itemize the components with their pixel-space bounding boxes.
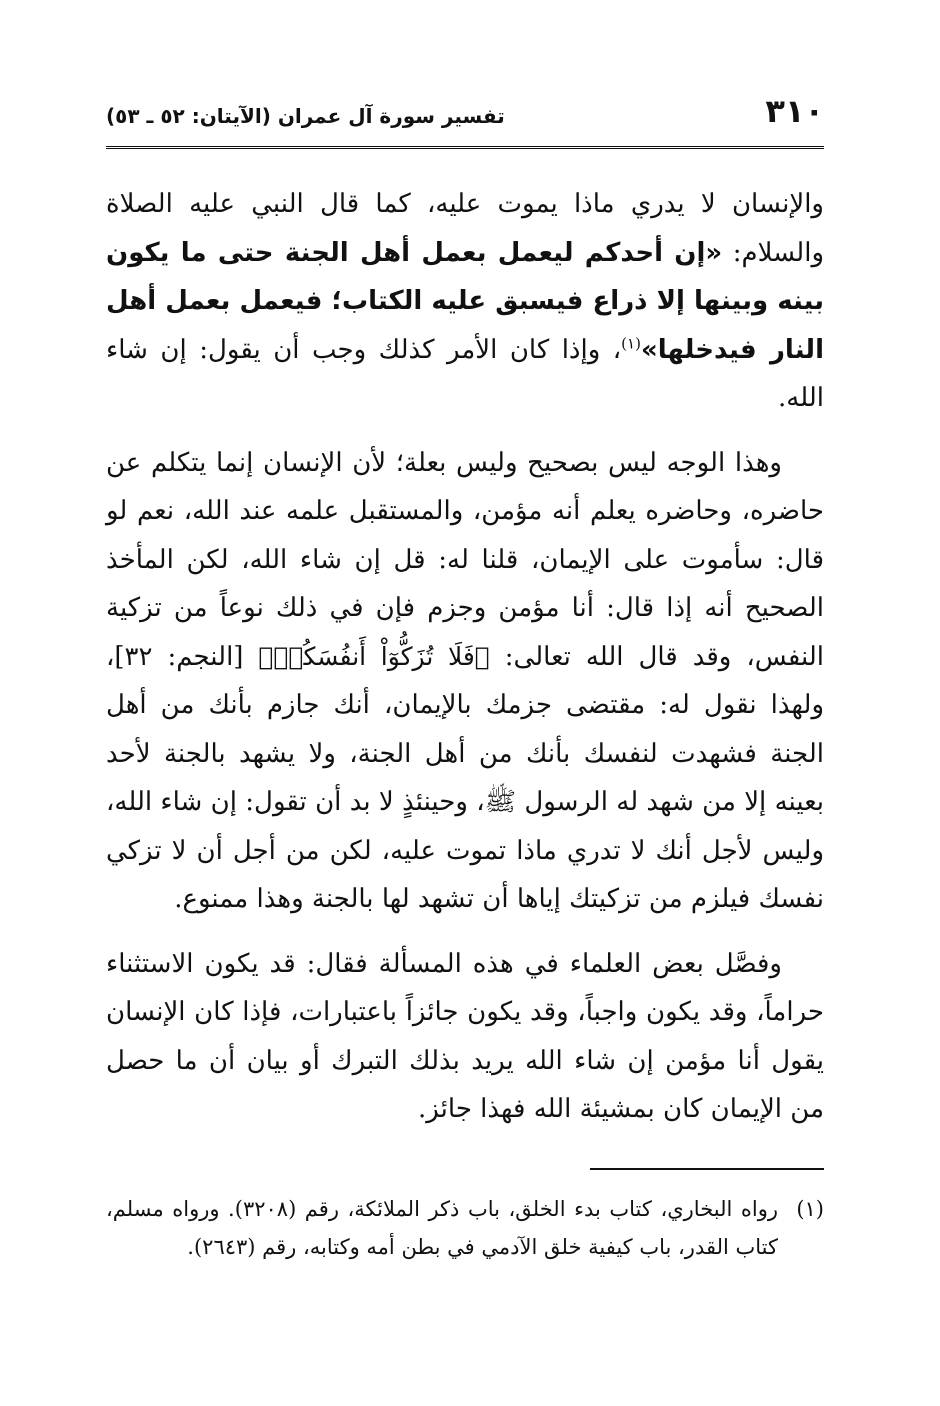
paragraph-3-text: وفصَّل بعض العلماء في هذه المسألة فقال: قد يكون الاستثناء حراماً، وقد يكون واجباً، وقد يكون جائزاً باعتبارات، فإذا كان الإنسان يقول أنا مؤمن إن شاء الله يريد بذلك التبرك أو بيان أن ما حصل من الإيمان كان بمشيئة الله فهذا جائز. [106,948,824,1124]
header-rule [106,146,824,149]
paragraph-2-part1: وهذا الوجه ليس بصحيح وليس بعلة؛ لأن الإنسان إنما يتكلم عن حاضره، وحاضره يعلم أنه مؤمن، والمستقبل علمه عند الله، نعم لو قال: سأموت على الإيمان، قلنا له: قل إن شاء الله، لكن المأخذ الصحيح أنه إذا قال: أنا مؤمن وجزم فإن في ذلك نوعاً من تزكية النفس، وقد قال الله تعالى: [106,447,825,672]
page-number: ٣١٠ [765,92,824,130]
running-title: تفسير سورة آل عمران (الآيتان: ٥٢ ـ ٥٣) [106,104,505,128]
footnote-marker: (١) [796,1197,824,1221]
footnotes [106,1190,824,1266]
paragraph-2-part2: [النجم: ٣٢]، ولهذا نقول له: مقتضى جزمك بالإيمان، أنك جازم بأنك من أهل الجنة فشهدت لنفسك بأنك من أهل الجنة، ولا يشهد بالجنة لأحد بعينه إلا من شهد له الرسول ﷺ، وحينئذٍ لا بد أن تقول: إن شاء الله، وليس لأجل أنك لا تدري ماذا تموت عليه، لكن من أجل أن لا تزكي نفسك فيلزم من تزكيتك إياها أن تشهد لها بالجنة وهذا ممنوع. [106,641,824,914]
footnote-reference[interactable]: (١) [621,333,641,352]
paragraph-2 [106,439,824,924]
footnote-1 [106,1190,824,1266]
body-text [106,180,824,1134]
page-header [106,92,824,142]
paragraph-3 [106,940,824,1134]
footnote-text: رواه البخاري، كتاب بدء الخلق، باب ذكر الملائكة، رقم (٣٢٠٨). ورواه مسلم، كتاب القدر، باب كيفية خلق الآدمي في بطن أمه وكتابه، رقم (٢٦٤٣). [106,1197,778,1259]
paragraph-1-outro: ، وإذا كان الأمر كذلك وجب أن يقول: إن شاء الله. [106,334,824,413]
footnote-rule [590,1168,824,1170]
quran-verse: ﴿فَلَا تُزَكُّوٓاْ أَنفُسَكُمۡ﴾ [258,641,490,671]
hadith-quote: «إن أحدكم ليعمل بعمل أهل الجنة حتى ما يكون بينه وبينها إلا ذراع فيسبق عليه الكتاب؛ فيعمل بعمل أهل النار فيدخلها» [106,237,824,365]
paragraph-1-intro: والإنسان لا يدري ماذا يموت عليه، كما قال النبي عليه الصلاة والسلام: [106,189,824,268]
paragraph-1 [106,180,824,423]
